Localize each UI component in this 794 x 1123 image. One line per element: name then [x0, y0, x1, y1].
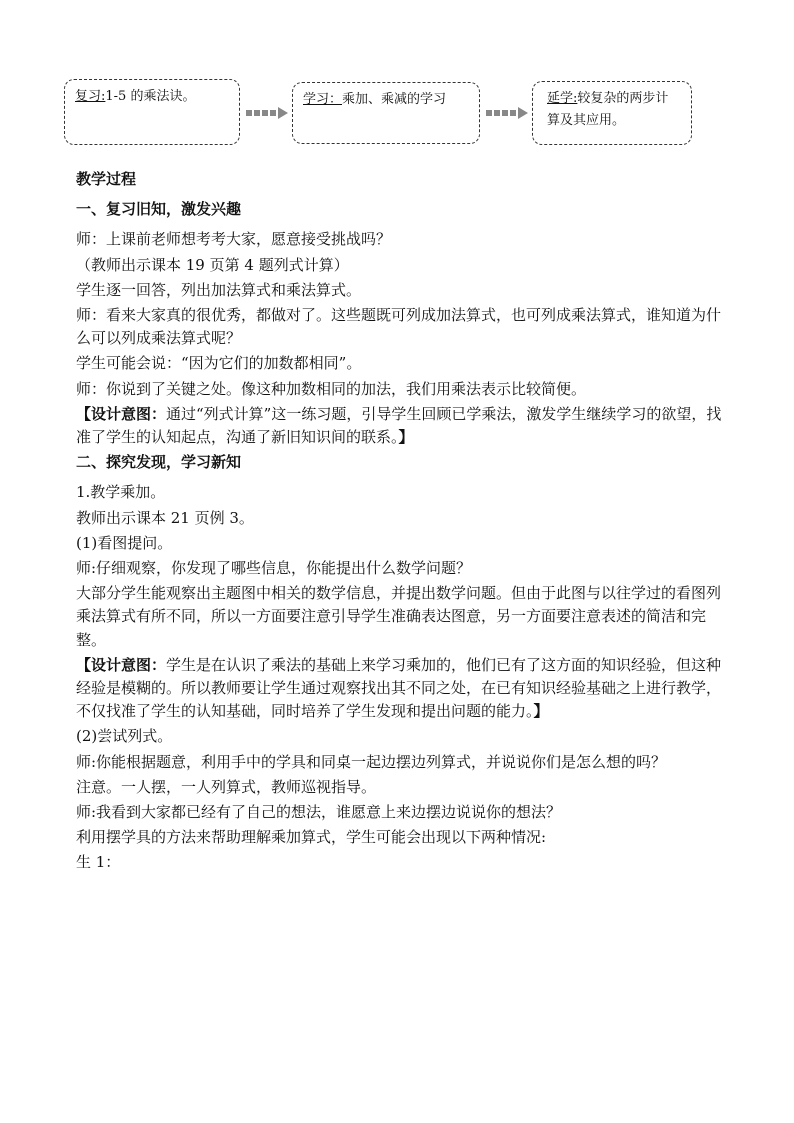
paragraph: 师:仔细观察，你发现了哪些信息，你能提出什么数学问题？	[76, 559, 472, 578]
flow-box-learn	[292, 82, 480, 144]
paragraph: 师：看来大家真的很优秀，都做对了。这些题既可列成加法算式，也可列成乘法算式，谁知道为什么可以列成乘法算式呢？	[76, 306, 722, 348]
section-heading-1: 一、复习旧知，激发兴趣	[76, 200, 242, 219]
paragraph: (2)尝试列式。	[76, 727, 173, 746]
design-intent-text: 学生是在认识了乘法的基础上来学习乘加的，他们已有了这方面的知识经验，但这种经验是模糊的。所以教师要让学生通过观察找出其不同之处，在已有知识经验基础之上进行教学，不仅找准了学生的认知基础，同时培养了学生发现和提出问题的能力。	[76, 655, 722, 721]
paragraph: 1.教学乘加。	[76, 483, 166, 502]
section-heading-2: 二、探究发现，学习新知	[76, 453, 242, 472]
paragraph: 大部分学生能观察出主题图中相关的数学信息，并提出数学问题。但由于此图与以往学过的看图列乘法算式有所不同，所以一方面要注意引导学生准确表达图意，另一方面要注意表述的简洁和完整。	[76, 584, 722, 649]
paragraph: 注意。一人摆，一人列算式，教师巡视指导。	[76, 777, 377, 796]
flow-box-extend	[532, 81, 692, 145]
flow-box-extend-label: 延学:	[547, 91, 578, 106]
design-intent-end: 】	[398, 428, 414, 447]
design-intent-note-1	[76, 403, 726, 449]
flow-box-review-label: 复习:	[75, 89, 106, 104]
paragraph: 学生可能会说：“因为它们的加数都相同”。	[76, 354, 362, 373]
lesson-content	[76, 168, 726, 877]
paragraph: （教师出示课本 19 页第 4 题列式计算）	[76, 255, 349, 274]
design-intent-text: 通过“列式计算”这一练习题，引导学生回顾已学乘法，激发学生继续学习的欲望，找准了学生的认知起点，沟通了新旧知识间的联系。	[76, 404, 722, 447]
flow-arrow-2-icon	[486, 107, 530, 119]
paragraph: 师：上课前老师想考考大家，愿意接受挑战吗？	[76, 230, 392, 249]
design-intent-label: 【设计意图：	[76, 655, 167, 674]
flow-arrow-1-icon	[246, 107, 290, 119]
paragraph: 生 1：	[76, 853, 121, 872]
flow-box-extend-text: 较复杂的两步计算及其应用。	[547, 91, 669, 128]
paragraph: 学生逐一回答，列出加法算式和乘法算式。	[76, 280, 362, 299]
paragraph: 师:你能根据题意，利用手中的学具和同桌一起边摆边列算式，并说说你们是怎么想的吗？	[76, 752, 667, 771]
flow-box-review	[64, 79, 240, 145]
paragraph: 师：你说到了关键之处。像这种加数相同的加法，我们用乘法表示比较简便。	[76, 379, 587, 398]
section-title: 教学过程	[76, 170, 137, 188]
paragraph: (1)看图提问。	[76, 533, 173, 552]
design-intent-note-2	[76, 654, 726, 724]
paragraph: 师:我看到大家都已经有了自己的想法，谁愿意上来边摆边说说你的想法？	[76, 803, 562, 822]
flow-box-learn-label: 学习：	[303, 92, 343, 107]
design-intent-label: 【设计意图：	[76, 404, 167, 423]
paragraph: 教师出示课本 21 页例 3。	[76, 508, 254, 527]
paragraph: 利用摆学具的方法来帮助理解乘加算式，学生可能会出现以下两种情况:	[76, 828, 547, 847]
flow-box-learn-text: 乘加、乘减的学习	[342, 92, 447, 107]
flow-diagram	[0, 79, 794, 149]
flow-box-review-text: 1-5 的乘法诀。	[105, 89, 196, 104]
design-intent-end: 】	[533, 702, 549, 721]
